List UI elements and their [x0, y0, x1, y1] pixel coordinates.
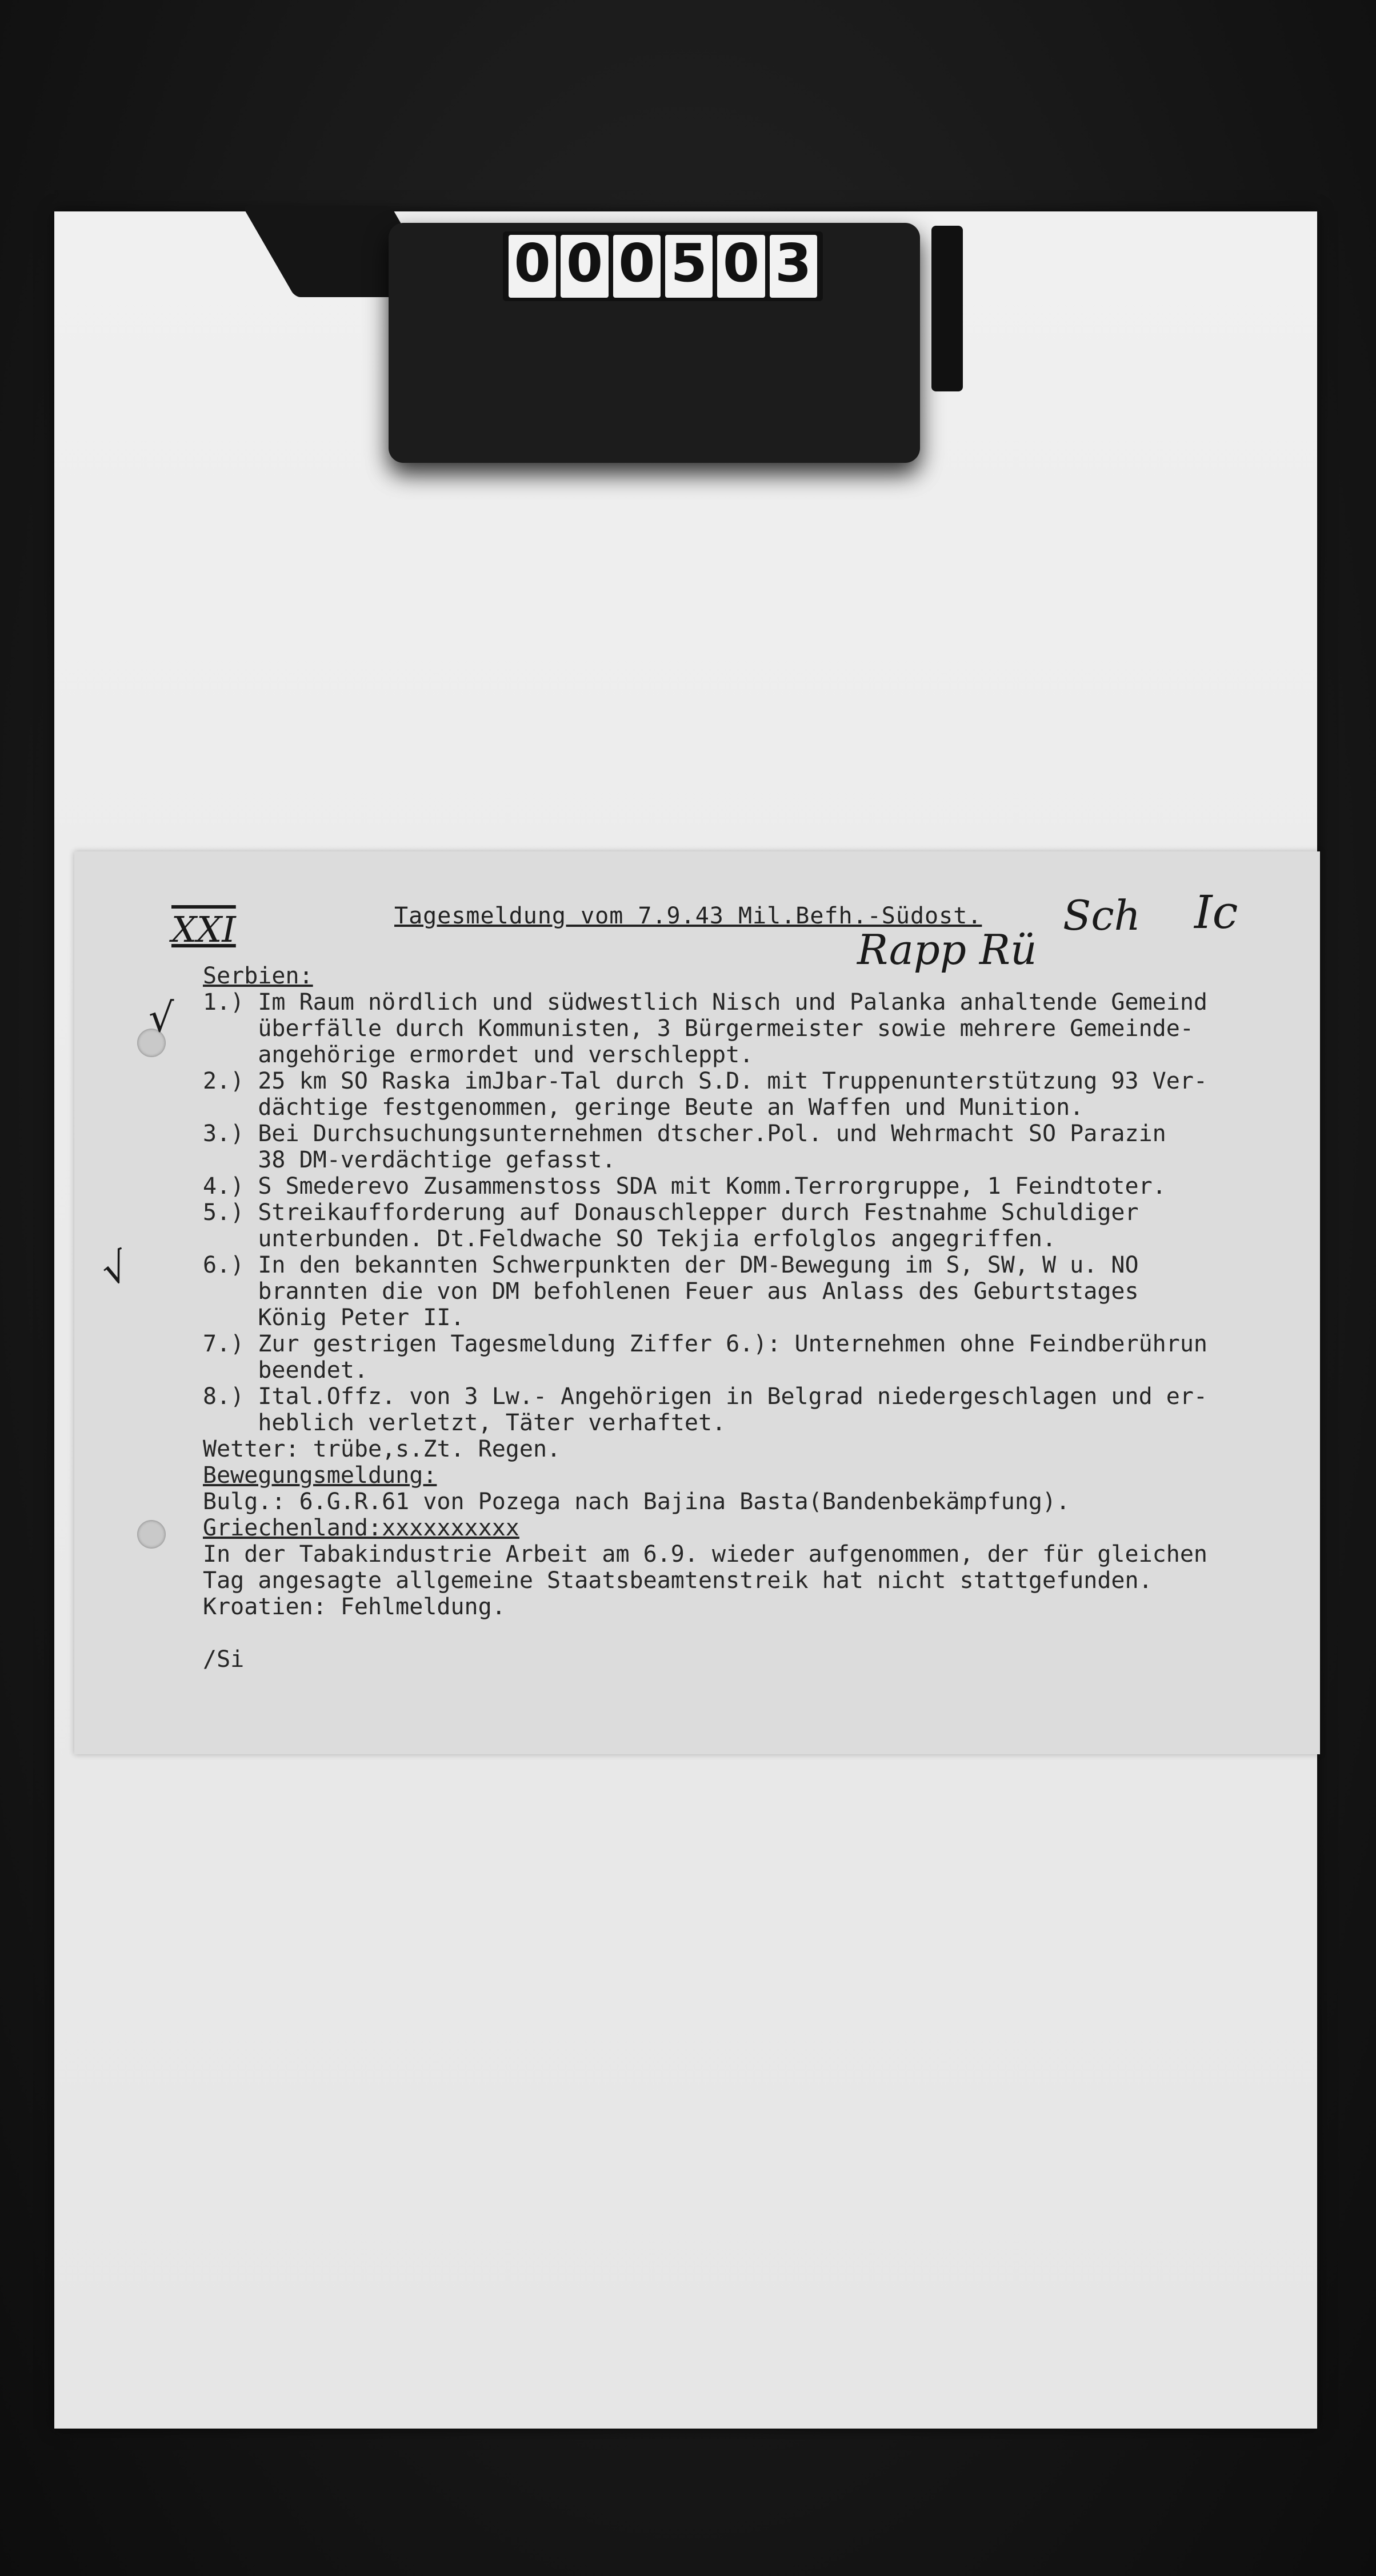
document-line: 6.) In den bekannten Schwerpunkten der DM-Bewegung im S, SW, W u. NO: [203, 1252, 1139, 1278]
check-mark-icon: √: [95, 1242, 136, 1296]
handwritten-name: Rapp Rü: [857, 926, 1037, 974]
frame-counter: [503, 231, 823, 301]
counter-digit: 0: [613, 235, 661, 298]
document-line: beendet.: [203, 1357, 368, 1383]
document-line: brannten die von DM befohlenen Feuer aus Anlass des Geburtstages: [203, 1278, 1139, 1305]
document-line: Wetter: trübe,s.Zt. Regen.: [203, 1436, 561, 1462]
document-line: /Si: [203, 1646, 245, 1673]
document-line: 2.) 25 km SO Raska imJbar-Tal durch S.D. mit Truppenunterstützung 93 Ver-: [203, 1068, 1207, 1094]
document-line: Griechenland:xxxxxxxxxx: [203, 1515, 519, 1541]
counter-digit: 3: [770, 235, 817, 298]
document-line: In der Tabakindustrie Arbeit am 6.9. wieder aufgenommen, der für gleichen: [203, 1541, 1207, 1567]
document-body: [203, 963, 1306, 1673]
counter-digit: 0: [509, 235, 556, 298]
handwritten-department: Ic: [1194, 886, 1238, 939]
document-line: überfälle durch Kommunisten, 3 Bürgermeister sowie mehrere Gemeinde-: [203, 1015, 1194, 1042]
counter-digit: 0: [561, 235, 608, 298]
document-line: dächtige festgenommen, geringe Beute an Waffen und Munition.: [203, 1094, 1084, 1121]
punch-hole: [137, 1520, 166, 1549]
document-line: 1.) Im Raum nördlich und südwestlich Nisch und Palanka anhaltende Gemeind: [203, 989, 1207, 1015]
counter-digit: 0: [717, 235, 765, 298]
document-line: heblich verletzt, Täter verhaftet.: [203, 1410, 726, 1436]
document-line: [203, 1620, 1306, 1646]
document-title: Tagesmeldung vom 7.9.43 Mil.Befh.-Südost.: [394, 903, 982, 929]
handwritten-initials: Sch: [1063, 891, 1141, 939]
counter-post: [931, 226, 963, 391]
document-line: 5.) Streikaufforderung auf Donauschlepper durch Festnahme Schuldiger: [203, 1199, 1139, 1226]
document-line: unterbunden. Dt.Feldwache SO Tekjia erfolglos angegriffen.: [203, 1226, 1057, 1252]
document-line: 7.) Zur gestrigen Tagesmeldung Ziffer 6.): Unternehmen ohne Feindberührun: [203, 1331, 1207, 1357]
document-line: 4.) S Smederevo Zusammenstoss SDA mit Komm.Terrorgruppe, 1 Feindtoter.: [203, 1173, 1166, 1199]
check-mark-icon: √: [149, 994, 174, 1041]
handwritten-roman-numeral: XXI: [171, 909, 236, 950]
document-line: 38 DM-verdächtige gefasst.: [203, 1147, 616, 1173]
document-line: Bewegungsmeldung:: [203, 1462, 437, 1489]
document-line: König Peter II.: [203, 1305, 465, 1331]
document-line: Kroatien: Fehlmeldung.: [203, 1594, 506, 1620]
counter-digit: 5: [665, 235, 713, 298]
document-line: Bulg.: 6.G.R.61 von Pozega nach Bajina Basta(Bandenbekämpfung).: [203, 1489, 1070, 1515]
document-line: Tag angesagte allgemeine Staatsbeamtenstreik hat nicht stattgefunden.: [203, 1567, 1153, 1594]
document-line: Serbien:: [203, 963, 313, 989]
document-line: angehörige ermordet und verschleppt.: [203, 1042, 754, 1068]
document-line: 8.) Ital.Offz. von 3 Lw.- Angehörigen in Belgrad niedergeschlagen und er-: [203, 1383, 1207, 1410]
document-line: 3.) Bei Durchsuchungsunternehmen dtscher.Pol. und Wehrmacht SO Parazin: [203, 1121, 1166, 1147]
